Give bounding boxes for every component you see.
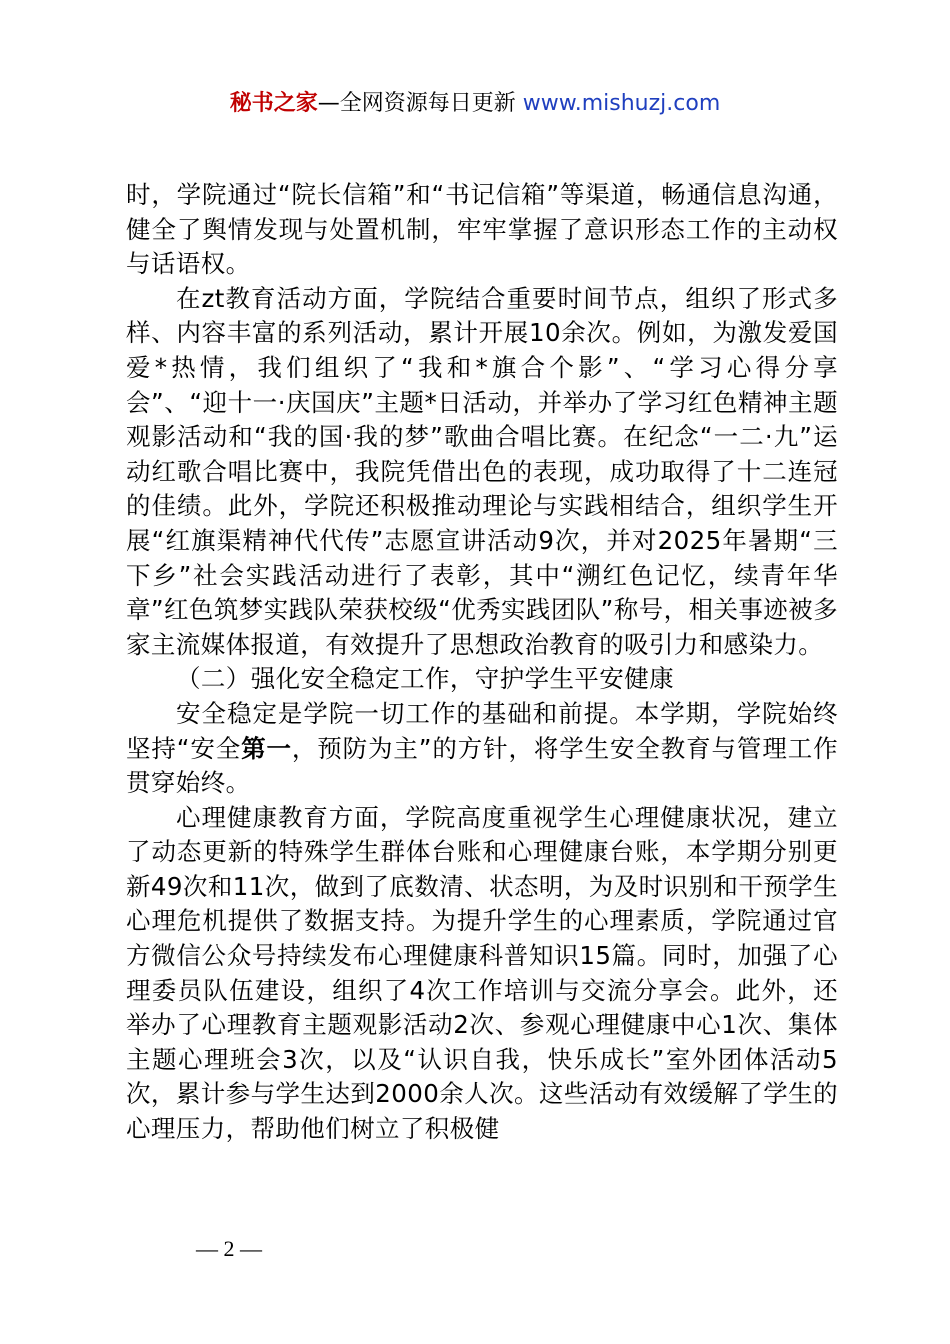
- page-number: — 2 —: [196, 1236, 262, 1261]
- document-body: [126, 178, 838, 1147]
- site-header: [0, 88, 950, 120]
- brand-name: 秘书之家: [229, 91, 318, 116]
- safety-intro-bold: 第一: [241, 733, 292, 763]
- site-url-link[interactable]: www.mishuzj.com: [522, 91, 721, 116]
- safety-intro-part2: ，预防为主”的方针，将学生安全教育与管理工作贯穿始终。: [126, 733, 838, 798]
- header-tagline: —全网资源每日更新: [317, 91, 523, 116]
- section-heading-safety: （二）强化安全稳定工作，守护学生平安健康: [176, 664, 674, 694]
- paragraph-continuation: 时，学院通过“院长信箱”和“书记信箱”等渠道，畅通信息沟通，健全了舆情发现与处置机制，牢牢掌握了意识形态工作的主动权与话语权。: [126, 180, 838, 279]
- paragraph-safety-intro: [126, 697, 838, 801]
- paragraph-mental-health: 心理健康教育方面，学院高度重视学生心理健康状况，建立了动态更新的特殊学生群体台账和心理健康台账，本学期分别更新49次和11次，做到了底数清、状态明，为及时识别和干预学生心理危机提供了数据支持。为提升学生的心理素质，学院通过官方微信公众号持续发布心理健康科普知识15篇。同时，加强了心理委员队伍建设，组织了4次工作培训与交流分享会。此外，还举办了心理教育主题观影活动2次、参观心理健康中心1次、集体主题心理班会3次，以及“认识自我，快乐成长”室外团体活动5次，累计参与学生达到2000余人次。这些活动有效缓解了学生的心理压力，帮助他们树立了积极健: [126, 802, 838, 1144]
- paragraph-education-activities: 在zt教育活动方面，学院结合重要时间节点，组织了形式多样、内容丰富的系列活动，累计开展10余次。例如，为激发爱国爱*热情，我们组织了“我和*旗合个影”、“学习心得分享会”、“迎十一·庆国庆”主题*日活动，并举办了学习红色精神主题观影活动和“我的国·我的梦”歌曲合唱比赛。在纪念“一二·九”运动红歌合唱比赛中，我院凭借出色的表现，成功取得了十二连冠的佳绩。此外，学院还积极推动理论与实践相结合，组织学生开展“红旗渠精神代代传”志愿宣讲活动9次，并对2025年暑期“三下乡”社会实践活动进行了表彰，其中“溯红色记忆，续青年华章”红色筑梦实践队荣获校级“优秀实践团队”称号，相关事迹被多家主流媒体报道，有效提升了思想政治教育的吸引力和感染力。: [126, 283, 838, 659]
- safety-intro-part1: 安全稳定是学院一切工作的基础和前提。本学期，学院始终坚持“安全: [126, 698, 838, 763]
